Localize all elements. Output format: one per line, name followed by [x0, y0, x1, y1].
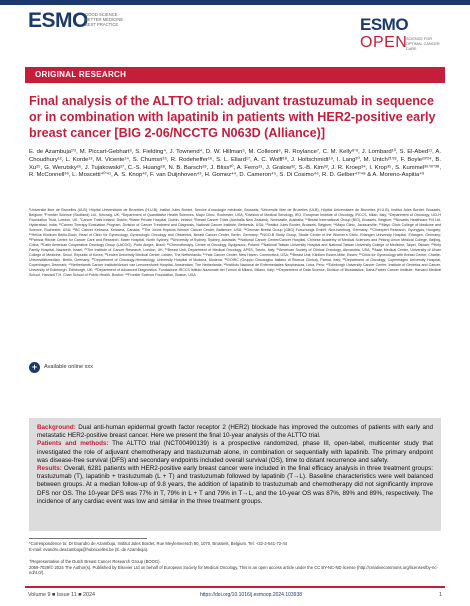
representative-footnote: [29, 559, 441, 576]
results-label: Results:: [37, 465, 62, 473]
footer-divider: [25, 586, 445, 588]
abstract-background: [37, 424, 433, 440]
esmo-open-logo: [360, 15, 444, 61]
author-list: E. de Azambuja¹ʹ², M. Piccart-Gebhart³, S. Fielding⁴, J. Townend⁴, D. W. Hillman⁵, M. Colleoni⁶, R. Roylance⁷, C. M. Kelly⁸ʹ⁹, J. Lombard¹⁰, S. El-Abed¹¹, A. Choudhury¹², L. Korde¹³, M. Vicente¹⁴, S. Chumsri¹⁵, R. Rodeheffer¹⁶, S. L. Ellard¹⁷, A. C. Wolff¹⁸, J. Holtschmidt¹⁹, I. Lang²⁰, M. Untch²¹ʹ²², F. Boyle²³ʹ²⁴, B. Xu²⁵, G. Werutsky²⁶, J. Tujakowski²⁷, C.-S. Huang²⁸, N. B. Barsch²⁹, J. Bliss³⁰, A. Ferro³¹, J. Gralow³², S.-B. Kim³³, J. R. Kroep³⁴, I. Krop³⁵, S. Kummel³⁶ʹ³⁷ʹ³⁸, R. McConnell³⁹, L. Moscetti⁴⁰ʹ⁴¹, A. S. Knop⁴², F. van Duijnhoven⁴³, H. Gomez⁴⁴, D. Cameron⁴⁵, S. Di Cosimo⁴⁶, R. D. Gelber⁴⁷ʹ⁴⁸ & A. Moreno-Aspitia⁴⁹: [29, 149, 441, 179]
background-label: Background:: [37, 424, 76, 431]
esmo-logo: [28, 9, 138, 35]
article-title: Final analysis of the ALTTO trial: adjuvant trastuzumab in sequence or in combination with lapatinib in patients with HER2-positive early breast cancer [BIG 2-06/NCCTG N063D (Alliance)]: [29, 94, 436, 140]
esmo-open-logo-esmo: ESMO: [360, 15, 409, 34]
article-type-label: ORIGINAL RESEARCH: [35, 70, 127, 79]
background-text: Dual anti-human epidermal growth factor receptor 2 (HER2) blockade has improved the outcomes of patients with early and metastatic HER2-positive breast cancer. Here we present the final 10-year analysis of the ALTTO trial.: [37, 424, 434, 440]
footnote-divider: [29, 538, 147, 539]
methods-label: Patients and methods:: [37, 440, 109, 448]
crossmark-plus-icon: +: [31, 362, 38, 372]
abstract-box: [29, 418, 441, 531]
top-accent-bar: [0, 0, 470, 5]
article-type-banner: [25, 67, 445, 83]
affiliations: ¹Université libre de Bruxelles (ULB), Hôpital Universitaire de Bruxelles (H.U.B), Institut Jules Bordet, Service d'oncologie médicale, Brussels; ²Université libre de Bruxelles (ULB), Hôpital Universitaire de Bruxelles (H.U.B), Institut Jules Bordet, Brussels, Belgium; ³Frontier Science (Scotland) Ltd., Kincraig, UK; ⁴Department of Quantitative Health Sciences, Mayo Clinic, Rochester, USA; ⁵Division of Medical Senology, IEO, European Institute of Oncology, IRCCS, Milan, Italy; ⁶Department of Oncology, UCLH Foundation Trust, London, UK; ⁷Cancer Trials Ireland, Dublin; ⁸Mater Private Hospital, Dublin, Ireland; ⁹Breast Cancer Trials (Australia New Zealand), Newcastle, Australia; ¹⁰Breast International Group (BIG), Brussels, Belgium; ¹¹Novartis Healthcare Pvt Ltd, Hyderabad, India; ¹²Cancer Therapy Evaluation Program, Division of Cancer Treatment and Diagnosis, National Cancer Institute, Bethesda, USA; ¹³Institut Jules Bordet, Brussels, Belgium; ¹⁴Mayo Clinic, Jacksonville; ¹⁵Mayo Clinic College of Medicine and Science, Rochester, USA; ¹⁶BC Cancer Kelowna, Kelowna, Canada; ¹⁷The Johns Hopkins Kimmel Cancer Center, Baltimore, USA; ¹⁸German Breast Group (GBG) Forschungs GmbH, Neu-Isenburg, Germany; ¹⁹Clinexpert Research, Gyongyos, Hungary; ²⁰Helios Klinikum Berlin-Buch, Head of Clinic for Gynecology, Gynecologic Oncology and Obstetrics, Breast Cancer Center, Berlin, Germany; ²¹NGO-B Study Group, Studie Center of the Women's Clinic, Erlangen University Hospital, Erlangen, Germany; ²²Patricia Ritchie Centre for Cancer Care and Research, Mater Hospital, North Sydney; ²³University of Sydney, Sydney, Australia; ²⁴National Cancer Center/Cancer Hospital, Chinese Academy of Medical Sciences and Peking Union Medical College, Beijing, China; ²⁵Latin American Cooperative Oncology Group (LACOG), Porto Alegre, Brazil; ²⁶Chemotherapy, Centre of Oncology, Bydgoszcz, Poland; ²⁷National Taiwan University Hospital and National Taiwan University College of Medicine, Taipei, Taiwan; ²⁸Holy Family Hospital, Nazareth, Israel; ²⁹The Institute of Cancer Research, London, UK; ³⁰Breast Unit, Department of Medical Oncology, APSS, Trento, Italy; ³¹American Society of Clinical Oncology, Alexandria, USA; ³²Asan Medical Center, University of Ulsan College of Medicine, Seoul, Republic of Korea; ³³Leiden University Medical Center, Leiden, The Netherlands; ³⁴Yale Cancer Center, New Haven, Connecticut, USA; ³⁵Breast Unit, Kliniken Essen-Mitte, Essen; ³⁶Clinic for Gynecology with Breast Center, Charité-Universitätsmedizin, Berlin, Germany; ³⁷Department of Oncology-Hematology, University Hospital of Modena, Modena; ³⁸GOIRC (Gruppo Oncologico Italiano di Ricerca Clinica), Parma, Italy; ³⁹Department of Oncology, Copenhagen University Hospital, Copenhagen, Denmark; ⁴⁰Netherlands Cancer Institute/Antoni van Leeuwenhoek Hospital, Amsterdam, The Netherlands; ⁴¹Instituto Nacional de Enfermedades Neoplasicas, Lima, Peru; ⁴²Edinburgh University Cancer Centre, Institute of Genetics and Cancer, University of Edinburgh, Edinburgh, UK; ⁴³Department of Advanced Diagnostics, Fondazione IRCCS Istituto Nazionale dei Tumori di Milano, Milano, Italy; ⁴⁴Department of Data Science, Division of Biostatistics, Dana-Farber Cancer Institute, Harvard Medical School, Harvard T.H. Chan School of Public Health, Boston; ⁴⁵Frontier Science Foundation, Boston, USA: [29, 208, 441, 277]
correspondence-email[interactable]: E-mail: evandro.deazambuja@hubruxelles.be (E. de Azambuja).: [29, 546, 149, 552]
results-text: Overall, 6281 patients with HER2-positive early breast cancer were included in the final efficacy analysis in three treatment groups: trastuzumab (T), lapatinib + trastuzumab (L + T) and trastuzumab followed by lapatinib (T→L). Baseline characteristics were well balanced between groups. At a median follow-up of 9.8 years, the addition of lapatinib to trastuzumab and chemotherapy did not significantly improve DFS nor OS. The 10-year DFS was 77% in T, 79% in L + T and 79% in T→L, and the 10-year OS was 87%, 89% and 89%, respectively. The incidence of any cardiac event was low and similar in the three treatment groups.: [37, 465, 434, 505]
crossmark-icon[interactable]: [29, 362, 40, 373]
abstract-methods: [37, 440, 433, 465]
methods-text: The ALTTO trial (NCT00490139) is a prospective randomized, phase III, open-label, multicenter study that investigated the role of adjuvant chemotherapy and trastuzumab alone, in combination or sequentially with lapatinib. The primary endpoint was disease-free survival (DFS) and secondary endpoints included overall survival (OS), time to distant recurrence and safety.: [37, 440, 433, 464]
esmo-open-logo-open: OPEN: [360, 34, 408, 51]
license-text: 2059-7029/© 2024 The Author(s). Published by Elsevier Ltd on behalf of European Society for Medical Oncology. This is an open access article under the CC BY-NC-ND license (http://creativecommons.org/licenses/by-nc-nd/4.0/).: [29, 564, 438, 575]
footer-page-number: 1: [439, 592, 442, 598]
footer-doi-link[interactable]: https://doi.org/10.1016/j.esmoop.2024.103938: [200, 592, 303, 598]
esmo-logo-text: ESMO: [28, 9, 88, 32]
correspondence-text: *Correspondence to: Dr Evandro de Azambuja, Institut Jules Bordet, Rue Meylemeersch 90, 1070, Brussels, Belgium. Tel: +32-2-541-72-44: [29, 541, 288, 546]
available-online-text: Available online xxx: [44, 364, 94, 370]
esmo-logo-tagline: GOOD SCIENCE · BETTER MEDICINE · BEST PRACTICE: [85, 12, 126, 28]
esmo-open-tagline: SCIENCE FOR OPTIMAL CANCER CARE: [406, 37, 440, 51]
representative-text: †Representative of the Dutch Breast Cancer Research Group (BOOG).: [29, 559, 161, 564]
abstract-results: [37, 465, 433, 506]
footer-volume-issue: Volume 9 ■ Issue 11 ■ 2024: [28, 592, 95, 598]
correspondence-footnote: [29, 541, 441, 552]
